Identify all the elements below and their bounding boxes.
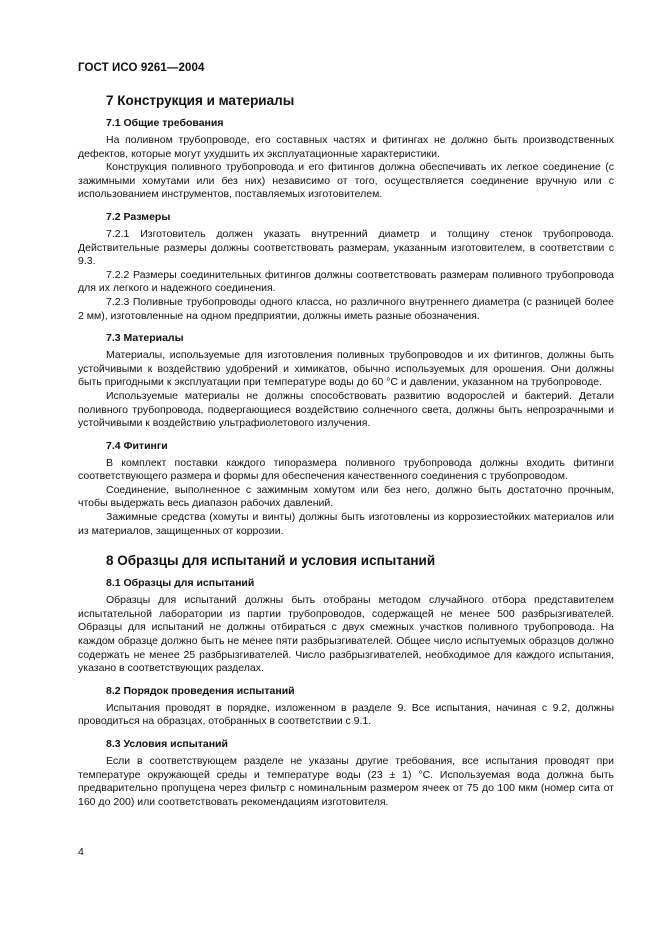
document-body bbox=[78, 92, 614, 817]
paragraph: На поливном трубопроводе, его составных частях и фитингах не должно быть производственных дефектов, которые могут ухудшить их эксплуатационные характеристики. bbox=[78, 134, 614, 160]
subsection-title: 7.2 Размеры bbox=[106, 210, 171, 223]
paragraph: Конструкция поливного трубопровода и его фитингов должна обеспечивать их легкое соединение (с зажимными хомутами или без них) независимо от того, осуществляется соединение вручную или с использованием инструментов, поставляемых изготовителем. bbox=[78, 161, 614, 201]
section-title: 8 Образцы для испытаний и условия испытаний bbox=[106, 553, 436, 569]
paragraph: Испытания проводят в порядке, изложенном в разделе 9. Все испытания, начиная с 9.2, должны проводиться на образцах, отобранных в соответствии с 9.1. bbox=[78, 701, 614, 728]
subsection-title: 7.1 Общие требования bbox=[106, 117, 224, 129]
paragraph: Зажимные средства (хомуты и винты) должны быть изготовлены из коррозиестойких материалов или из материалов, защищенных от коррозии. bbox=[78, 511, 614, 537]
subsection-7-1 bbox=[78, 116, 614, 202]
subsection-8-1 bbox=[78, 576, 614, 676]
subsection-8-3 bbox=[78, 737, 614, 809]
page-number: 4 bbox=[78, 846, 84, 858]
subsection-7-4 bbox=[78, 439, 614, 539]
subsection-title: 7.3 Материалы bbox=[106, 332, 184, 345]
subsection-title: 8.1 Образцы для испытаний bbox=[106, 577, 255, 590]
section-8 bbox=[78, 552, 614, 809]
subsection-7-2 bbox=[78, 210, 614, 323]
paragraph: Если в соответствующем разделе не указаны другие требования, все испытания проводят при температуре окружающей среды и температуре воды (23 ± 1) °C. Используемая вода должна быть предварительно пропущена через фильтр с номинальным размером ячеек от 75 до 100 мкм (номер сита от 160 до 200) или соответствовать рекомендациям изготовителя. bbox=[78, 755, 614, 808]
subsection-title: 8.3 Условия испытаний bbox=[106, 738, 228, 750]
paragraph: Соединение, выполненное с зажимным хомутом или без него, должно быть достаточно прочным, чтобы выдержать весь диапазон рабочих давлений. bbox=[78, 483, 614, 510]
paragraph: Используемые материалы не должны способствовать развитию водорослей и бактерий. Детали поливного трубопровода, подвергающиеся воздействию солнечного света, должны быть непрозрачными и устойчивыми к воздействию ультрафиолетового излучения. bbox=[78, 389, 614, 430]
paragraph: В комплект поставки каждого типоразмера поливного трубопровода должны входить фитинги соответствующего размера и формы для обеспечения качественного соединения с трубопроводом. bbox=[78, 456, 614, 483]
subsection-title: 7.4 Фитинги bbox=[106, 439, 168, 452]
paragraph: Образцы для испытаний должны быть отобраны методом случайного отбора представителем испытательной лаборатории из партии трубопроводов, содержащей не менее 500 разбрызгивателей. Образцы для испытаний не должны отбираться с двух смежных участков поливного трубопровода. На каждом образце должно быть не менее пяти разбрызгивателей. Общее число испытуемых образцов должно содержать не менее 25 разбрызгивателей. Число разбрызгивателей, необходимое для каждого испытания, указано в соответствующих разделах. bbox=[78, 594, 614, 675]
section-title: 7 Конструкция и материалы bbox=[106, 93, 295, 108]
subsection-7-3 bbox=[78, 331, 614, 431]
paragraph: 7.2.2 Размеры соединительных фитингов должны соответствовать размерам поливного трубопровода для их легкого и надежного соединения. bbox=[78, 268, 614, 295]
section-7 bbox=[78, 92, 614, 538]
paragraph: Материалы, используемые для изготовления поливных трубопроводов и их фитингов, должны быть устойчивыми к воздействию удобрений и химикатов, обычно используемых для орошения. Они должны быть пригодными к эксплуатации при температуре воды до 60 °C и давлении, указанном на трубопроводе. bbox=[78, 349, 614, 389]
paragraph: 7.2.3 Поливные трубопроводы одного класса, но различного внутреннего диаметра (с разницей более 2 мм), изготовленные на одном предприятии, должны иметь разные обозначения. bbox=[78, 295, 614, 322]
subsection-title: 8.2 Порядок проведения испытаний bbox=[106, 684, 295, 697]
document-header: ГОСТ ИСО 9261—2004 bbox=[78, 62, 205, 74]
subsection-8-2 bbox=[78, 684, 614, 729]
paragraph: 7.2.1 Изготовитель должен указать внутренний диаметр и толщину стенок трубопровода. Действительные размеры должны соответствовать размерам, указанным изготовителем, в соответствии с 9.3. bbox=[78, 227, 614, 268]
